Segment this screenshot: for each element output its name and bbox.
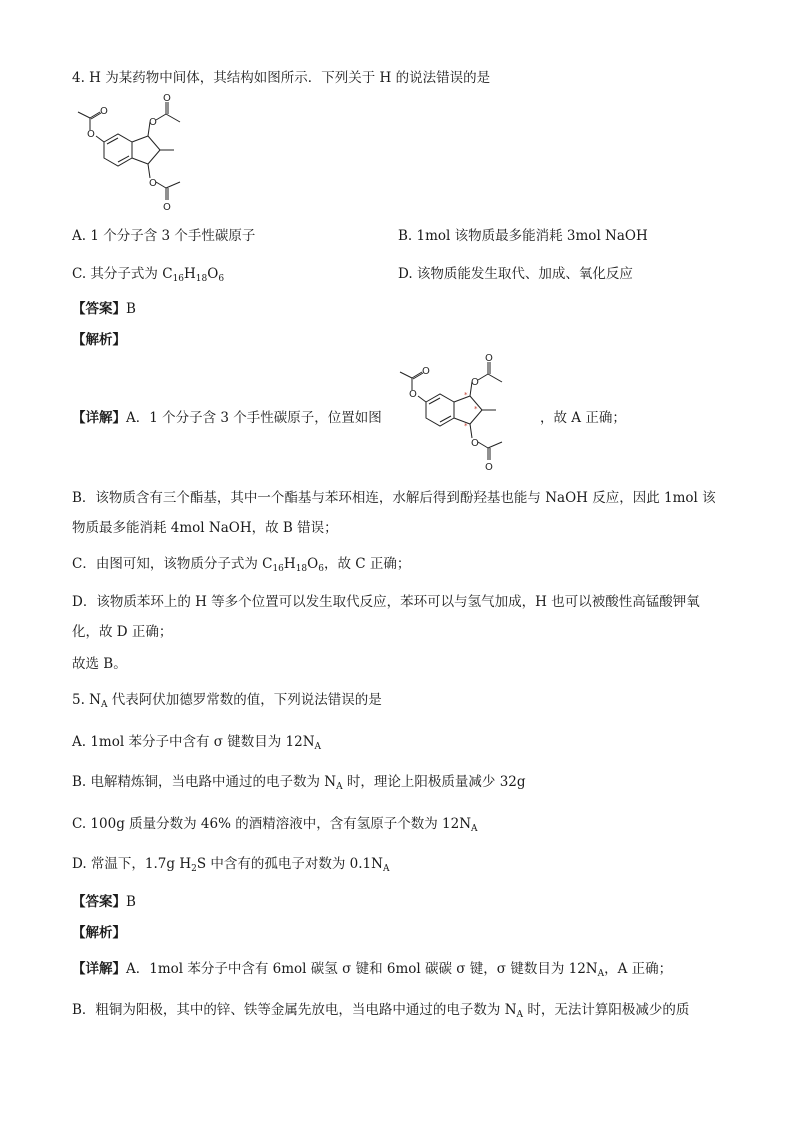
q4-answer: 【答案】B (72, 301, 136, 317)
q5-option-a: A. 1mol 苯分子中含有 σ 键数目为 $12N_A$ (72, 734, 322, 752)
svg-text:O: O (87, 129, 95, 140)
q4-stem: 4. H 为某药物中间体，其结构如图所示．下列关于 H 的说法错误的是 (72, 70, 491, 86)
q4-structure-image (70, 92, 200, 214)
q4-detail-a: 【详解】A．1 个分子含 3 个手性碳原子，位置如图 (72, 410, 382, 426)
q5-detail-a: 【详解】A．1mol 苯分子中含有 6mol 碳氢 σ 键和 6mol 碳碳 σ 键，σ 键数目为 $12N_A$，A 正确； (72, 961, 673, 979)
q4-analysis-label: 【解析】 (72, 332, 126, 348)
svg-text:O: O (422, 366, 430, 377)
q4-conclusion: 故选 B。 (72, 656, 127, 672)
svg-text:O: O (485, 353, 493, 364)
q4-detail-a-end: ，故 A 正确； (540, 410, 626, 426)
svg-text:O: O (149, 117, 157, 128)
q4-option-c: C. 其分子式为 $C_{16}H_{18}O_6$ (72, 266, 225, 284)
q4-detail-b-line2: 物质最多能消耗 4mol NaOH，故 B 错误； (72, 520, 338, 536)
svg-text:O: O (409, 389, 417, 400)
q4-option-b: B. 1mol 该物质最多能消耗 3mol NaOH (398, 228, 648, 244)
svg-text:O: O (163, 93, 171, 104)
svg-text:*: * (464, 422, 468, 430)
q5-option-b: B. 电解精炼铜，当电路中通过的电子数为 $N_A$ 时，理论上阳极质量减少 32g (72, 774, 526, 792)
q4-detail-d-line1: D．该物质苯环上的 H 等多个位置可以发生取代反应，苯环可以与氢气加成，H 也可以被酸性高锰酸钾氧 (72, 594, 700, 610)
q4-option-d: D. 该物质能发生取代、加成、氧化反应 (398, 266, 633, 282)
svg-text:O: O (485, 462, 493, 473)
q4-option-a: A. 1 个分子含 3 个手性碳原子 (72, 228, 256, 244)
q5-stem: 5. $N_A$ 代表阿伏加德罗常数的值，下列说法错误的是 (72, 692, 382, 710)
q5-analysis-label: 【解析】 (72, 925, 126, 941)
q5-option-c: C. 100g 质量分数为 46% 的酒精溶液中，含有氢原子个数为 $12N_A$ (72, 816, 478, 834)
svg-text:*: * (474, 405, 478, 413)
svg-text:*: * (464, 391, 468, 399)
q5-detail-b: B．粗铜为阳极，其中的锌、铁等金属先放电，当电路中通过的电子数为 $N_A$ 时，无法计算阳极减少的质 (72, 1002, 690, 1020)
svg-text:O: O (163, 202, 171, 213)
svg-text:O: O (100, 106, 108, 117)
svg-text:O: O (471, 438, 479, 449)
q4-detail-c: C．由图可知，该物质分子式为 $C_{16}H_{18}O_6$，故 C 正确； (72, 556, 411, 574)
svg-text:O: O (471, 377, 479, 388)
q5-answer: 【答案】B (72, 894, 136, 910)
svg-text:O: O (149, 178, 157, 189)
q5-option-d: D. 常温下，1.7g $H_2S$ 中含有的孤电子对数为 $0.1N_A$ (72, 856, 390, 874)
q4-detail-d-line2: 化，故 D 正确； (72, 624, 173, 640)
q4-chiral-structure-image (392, 350, 522, 475)
q4-detail-b-line1: B．该物质含有三个酯基，其中一个酯基与苯环相连，水解后得到酚羟基也能与 NaOH 反应，因此 1mol 该 (72, 490, 716, 506)
